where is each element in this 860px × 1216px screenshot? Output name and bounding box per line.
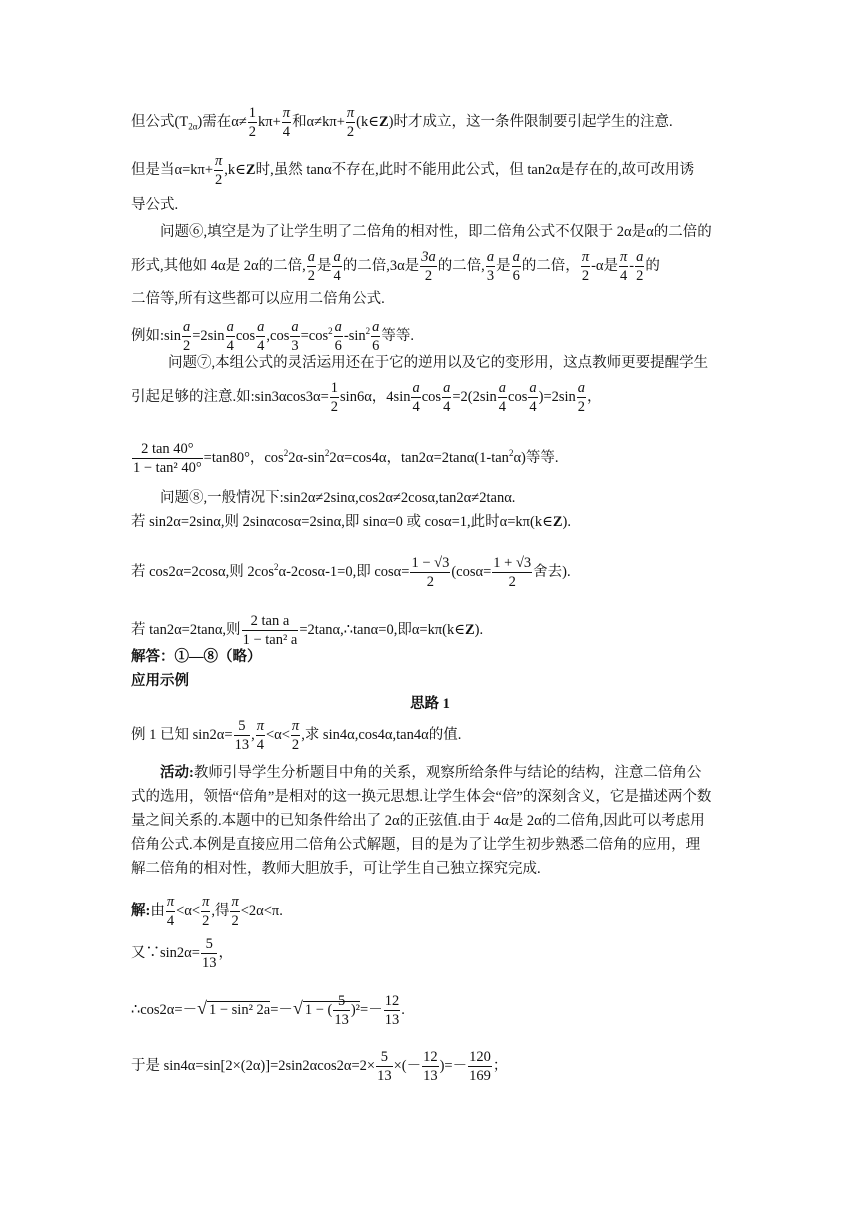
text: 但是当α=kπ+ xyxy=(131,161,214,178)
text: =2sin xyxy=(192,327,225,344)
fraction: $\frac{2 \tan 40^\circ}{\text{1 − tan² 40°}}$ xyxy=(133,441,202,476)
fraction: $\frac{a}{3}$ xyxy=(291,319,299,354)
text: 若 cos2α=2cosα,则 2cos xyxy=(131,563,274,580)
text: α)等等. xyxy=(513,449,559,466)
text-line xyxy=(160,762,760,784)
text-line: 导公式. xyxy=(131,197,179,213)
text: Z xyxy=(465,621,475,638)
fraction: $\frac{12}{13}$ xyxy=(384,993,400,1028)
text: 于是 sin4α=sin[2×(2α)]=2sin2αcos2α=2× xyxy=(131,1057,376,1074)
section-heading: 应用示例 xyxy=(131,673,189,689)
text: kπ+ xyxy=(258,113,281,130)
text: 教师引导学生分析题目中角的关系，观察所给条件与结论的结构，注意二倍角公 xyxy=(193,765,702,781)
text: - xyxy=(629,257,635,274)
text-line: 倍角公式.本例是直接应用二倍角公式解题，目的是为了让学生初步熟悉二倍角的应用，理 xyxy=(131,837,701,853)
fraction: $\frac{3a}{2}$ xyxy=(421,249,436,284)
fraction: $\frac{\pi}{2}$ xyxy=(202,894,210,929)
text: cos xyxy=(508,388,528,405)
fraction: $\frac{a}{3}$ xyxy=(486,249,495,284)
text-line xyxy=(131,104,731,141)
text: Z xyxy=(245,161,256,178)
text-line: ∴cos2α=－√ 1 − sin² 2a=－√ 1 − ( $\frac{5}{13}$ )²=－ $\frac{12}{13}$ . xyxy=(131,993,405,1028)
text: ,k∈ xyxy=(224,161,246,178)
text: =－ xyxy=(360,1001,383,1018)
text: (cosα= xyxy=(451,563,492,580)
text-line: 问题⑦,本组公式的灵活运用还在于它的逆用以及它的变形用，这点教师更要提醒学生 xyxy=(168,355,709,371)
text: )需在α≠ xyxy=(197,113,247,130)
fraction: $\frac{\pi}{2}$ xyxy=(215,153,223,188)
text: , xyxy=(251,726,255,743)
text-line xyxy=(131,152,731,189)
fraction: $\frac{a}{4}$ xyxy=(529,380,537,415)
text: 的二倍， xyxy=(521,257,580,274)
text: ， xyxy=(218,944,233,961)
fraction: $\frac{12}{13}$ xyxy=(423,1049,438,1084)
text-line xyxy=(131,511,731,533)
text: ,得 xyxy=(211,902,230,919)
text-line xyxy=(131,935,731,972)
fraction: $\frac{5}{13}$ xyxy=(377,1049,392,1084)
fraction: $\frac{\pi}{4}$ xyxy=(166,894,175,929)
radical: 1 − ( $\frac{5}{13}$ )² xyxy=(304,993,361,1028)
text: 的 xyxy=(645,257,660,274)
text-line: 式的选用，领悟“倍角”是相对的这一换元思想.让学生体会“倍”的深刻含义，它是描述两个数 xyxy=(131,789,712,805)
fraction: $\frac{a}{4}$ xyxy=(333,249,341,284)
fraction: $\frac{\pi}{4}$ xyxy=(256,718,264,753)
fraction: $\frac{1 + √3}{2}$ xyxy=(493,555,532,590)
text-line xyxy=(131,893,731,930)
fraction: $\frac{a}{6}$ xyxy=(334,319,342,354)
text: 若 tan2α=2tanα,则 xyxy=(131,621,241,638)
subsection-heading: 思路 1 xyxy=(410,696,450,712)
fraction: $\frac{\pi}{2}$ xyxy=(291,718,300,753)
text: 引起足够的注意.如:sin3αcos3α= xyxy=(131,388,329,405)
text: Z xyxy=(552,514,563,530)
text: 又∵sin2α= xyxy=(131,944,200,961)
text: 若 sin2α=2sinα,则 2sinαcosα=2sinα,即 sinα=0 或 cosα=1,此时α=kπ(k∈ xyxy=(131,514,553,530)
text: ,求 sin4α,cos4α,tan4α的值. xyxy=(301,726,462,743)
text: <α< xyxy=(265,726,290,743)
text: <2α<π. xyxy=(240,902,283,919)
text: 2α=cos4α，tan2α=2tanα(1-tan xyxy=(329,449,509,466)
text-line: 二倍等,所有这些都可以应用二倍角公式. xyxy=(131,291,385,307)
text: =tan80°，cos xyxy=(203,449,284,466)
fraction: $\frac{\pi}{4}$ xyxy=(282,105,291,140)
text: 的二倍,3α是 xyxy=(342,257,420,274)
text: (k∈ xyxy=(356,113,379,130)
text: Z xyxy=(378,113,389,130)
fraction: $\frac{a}{6}$ xyxy=(372,319,380,354)
fraction: $\frac{a}{4}$ xyxy=(257,319,265,354)
text: =2(2sin xyxy=(452,388,497,405)
fraction: $\frac{1}{2}$ xyxy=(248,105,257,140)
fraction: $\frac{\text{2 tan a}}{\text{1 − tan² a}}$ xyxy=(242,613,298,648)
text: -α是 xyxy=(591,257,619,274)
text: )=－ xyxy=(439,1057,468,1074)
fraction: $\frac{5}{13}$ xyxy=(234,718,250,753)
fraction: $\frac{a}{4}$ xyxy=(412,380,420,415)
text: cos xyxy=(235,327,256,344)
text: . xyxy=(401,1001,405,1018)
text: -sin xyxy=(343,327,366,344)
text: 舍去). xyxy=(533,563,571,580)
fraction: $\frac{a}{2}$ xyxy=(307,249,315,284)
text-line: 解二倍角的相对性，教师大胆放手，可让学生自己独立探究完成. xyxy=(131,861,541,877)
fraction: $\frac{\pi}{2}$ xyxy=(581,249,590,284)
fraction: $\frac{a}{6}$ xyxy=(512,249,520,284)
text: ). xyxy=(562,514,571,530)
text: 和α≠kπ+ xyxy=(292,113,345,130)
text: 例如:sin xyxy=(131,327,181,344)
text: 是 xyxy=(316,257,332,274)
text: )=2sin xyxy=(538,388,576,405)
text: )时才成立，这一条件限制要引起学生的注意. xyxy=(388,113,673,130)
text: 形式,其他如 4α是 2α的二倍, xyxy=(131,257,306,274)
text: =cos xyxy=(300,327,329,344)
text-line: 例如:sin $\frac{a}{2}$ =2sin $\frac{a}{4}$ cos $\frac{a}{4}$ ,cos $\frac{a}{3}$ $=\cos^2$ $\frac{a}{6}$ $-\sin^2$ $\frac{a}{6}$ 等等. xyxy=(131,319,415,354)
fraction: $\frac{a}{4}$ xyxy=(443,380,451,415)
text: =2tanα,∴tanα=0,即α=kπ(k∈ xyxy=(299,621,465,638)
text: 例 1 已知 sin2α= xyxy=(131,726,233,743)
text: ； xyxy=(492,1057,508,1074)
fraction: $\frac{a}{2}$ xyxy=(577,380,586,415)
text-line: 量之间关系的.本题中的已知条件给出了 2α的正弦值.由于 4α是 2α的二倍角,因此可以考虑用 xyxy=(131,813,705,829)
fraction: $\frac{120}{169}$ xyxy=(469,1049,491,1084)
text: sin6α，4sin xyxy=(340,388,411,405)
text: 是 xyxy=(496,257,511,274)
text: 的二倍, xyxy=(437,257,485,274)
text-line: $\frac{2 \tan 40^\circ}{\text{1 − tan² 40°}}$ =tan80°，$\cos^22\alpha-\sin^22\alpha=\cos 4\alpha$，$\tan 2\alpha=2\tan\alpha(1-\tan^2\alpha)$等等. xyxy=(133,441,559,476)
fraction: $\frac{5}{13}$ xyxy=(334,993,349,1028)
text: α-2cosα-1=0,即 cosα= xyxy=(278,563,410,580)
fraction: $\frac{\pi}{2}$ xyxy=(346,105,355,140)
text-line xyxy=(131,612,731,649)
text: 等等. xyxy=(381,327,415,344)
fraction: $\frac{a}{4}$ xyxy=(226,319,234,354)
text-line xyxy=(131,248,731,285)
text-line: 问题⑧,一般情况下:sin2α≠2sinα,cos2α≠2cosα,tan2α≠2tanα. xyxy=(160,490,516,506)
text: 由 xyxy=(150,902,165,919)
fraction: $\frac{\pi}{4}$ xyxy=(620,249,628,284)
section-label: 解答：①—⑧（略） xyxy=(131,649,262,665)
text-line: 若 cos2α=2cosα,则 $2\cos^2\alpha-2\cos\alpha-1=0$,即 cosα= $\frac{1 - √3}{2}$ (cosα= $\frac{1 + √3}{2}$ 舍去). xyxy=(131,555,571,590)
text: 时,虽然 tanα不存在,此时不能用此公式，但 tan2α是存在的,故可改用诱 xyxy=(255,161,695,178)
text-line: 问题⑥,填空是为了让学生明了二倍角的相对性，即二倍角公式不仅限于 2α是α的二倍的 xyxy=(160,224,712,240)
radical: 1 − sin² 2a xyxy=(208,1001,271,1018)
text: ×(－ xyxy=(393,1057,422,1074)
fraction: $\frac{5}{13}$ xyxy=(201,936,217,971)
text: <α< xyxy=(176,902,201,919)
text: =－ xyxy=(270,1001,293,1018)
text-line xyxy=(131,717,731,754)
text: cos xyxy=(421,388,442,405)
text-line xyxy=(131,379,731,416)
text-line xyxy=(131,1048,731,1085)
text: ,cos xyxy=(266,327,290,344)
fraction: $\frac{a}{2}$ xyxy=(182,319,191,354)
text: ). xyxy=(474,621,484,638)
text: ∴cos2α=－ xyxy=(131,1001,198,1018)
text: 但公式(T xyxy=(131,113,189,130)
fraction: $\frac{1 - √3}{2}$ xyxy=(411,555,450,590)
text: 2α-sin xyxy=(288,449,325,466)
text: 活动: xyxy=(160,765,194,781)
text: 解: xyxy=(131,902,151,919)
fraction: $\frac{1}{2}$ xyxy=(330,380,339,415)
fraction: $\frac{a}{2}$ xyxy=(636,249,644,284)
fraction: $\frac{\pi}{2}$ xyxy=(231,894,239,929)
fraction: $\frac{a}{4}$ xyxy=(498,380,507,415)
text: ， xyxy=(587,388,602,405)
text: 2α xyxy=(188,121,198,132)
